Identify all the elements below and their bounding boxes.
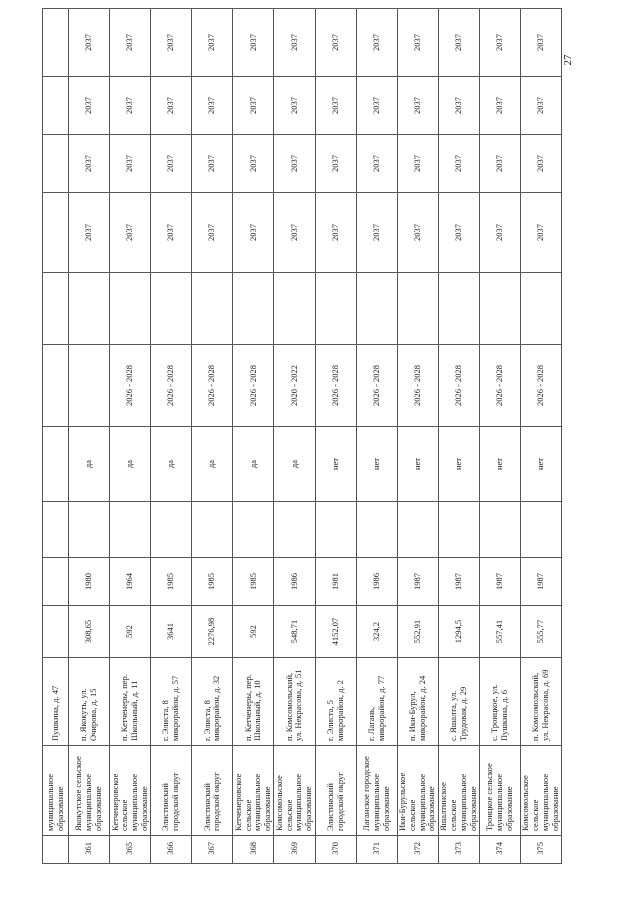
table-cell: 2037 <box>110 77 151 135</box>
table-cell: 2026 - 2028 <box>315 345 356 427</box>
table-cell <box>397 502 438 558</box>
table-cell: 2037 <box>233 77 274 135</box>
table-cell <box>274 502 315 558</box>
table-cell: Комсомольское сельское муниципальное образование <box>274 746 315 836</box>
table-cell: 2037 <box>110 135 151 193</box>
table-cell: 2037 <box>110 9 151 77</box>
table-cell: 2037 <box>479 77 520 135</box>
table-cell: 2037 <box>438 135 479 193</box>
table-cell: муниципальное образование <box>43 746 69 836</box>
table-cell: 2037 <box>151 193 192 273</box>
table-cell: 2020 - 2022 <box>274 345 315 427</box>
table-cell: 2037 <box>520 135 561 193</box>
table-cell: да <box>69 427 110 502</box>
table-cell: г. Элиста, 8 микрорайон, д. 32 <box>192 658 233 746</box>
table-cell <box>43 9 69 77</box>
table-cell: 2037 <box>520 9 561 77</box>
table-cell: г. Элиста, 5 микрорайон, д. 2 <box>315 658 356 746</box>
table-cell: 1985 <box>192 558 233 606</box>
table-cell: 2037 <box>69 193 110 273</box>
table-cell: нет <box>356 427 397 502</box>
table-row-partial <box>43 9 69 864</box>
table-cell <box>43 193 69 273</box>
table-cell: 2026 - 2028 <box>110 345 151 427</box>
housing-table <box>42 8 562 864</box>
table-cell: 366 <box>151 836 192 864</box>
table-cell: да <box>233 427 274 502</box>
table-cell: 2037 <box>192 193 233 273</box>
table-cell: 2037 <box>274 135 315 193</box>
table-cell: 2037 <box>151 9 192 77</box>
table-cell: 2037 <box>192 77 233 135</box>
table-cell: 2037 <box>233 193 274 273</box>
table-cell <box>43 427 69 502</box>
table-cell: Элистинский городской округ <box>151 746 192 836</box>
table-cell: 2026 - 2028 <box>397 345 438 427</box>
table-cell: 1985 <box>233 558 274 606</box>
table-cell: 2276,98 <box>192 606 233 658</box>
table-cell: 2026 - 2028 <box>151 345 192 427</box>
table-cell: 2037 <box>397 135 438 193</box>
table-cell: 374 <box>479 836 520 864</box>
table-cell: 2037 <box>315 77 356 135</box>
table-cell: 1964 <box>110 558 151 606</box>
table-cell: 2037 <box>356 77 397 135</box>
table-cell: п. Комсомольский, ул. Некрасова, д. 69 <box>520 658 561 746</box>
table-cell <box>479 273 520 345</box>
table-cell: 2037 <box>315 9 356 77</box>
table-cell: 2037 <box>69 9 110 77</box>
table-cell <box>151 502 192 558</box>
table-cell: 2037 <box>233 9 274 77</box>
table-cell <box>43 606 69 658</box>
table-cell: 2037 <box>356 135 397 193</box>
table-cell: 552,91 <box>397 606 438 658</box>
table-cell: г. Лагань, микрорайон, д. 77 <box>356 658 397 746</box>
table-cell: Яшалтинское сельское муниципальное образование <box>438 746 479 836</box>
table-cell <box>520 502 561 558</box>
table-cell: 2037 <box>520 193 561 273</box>
table-cell: 2037 <box>438 193 479 273</box>
table-cell: 1986 <box>356 558 397 606</box>
table-cell: 2037 <box>315 193 356 273</box>
table-cell <box>192 502 233 558</box>
table-row <box>69 9 110 864</box>
table-cell <box>520 273 561 345</box>
table-cell <box>315 273 356 345</box>
table-cell: да <box>110 427 151 502</box>
table-cell: Пушкина, д. 47 <box>43 658 69 746</box>
table-cell: 2037 <box>192 9 233 77</box>
table-cell: Якокутское сельское муниципальное образование <box>69 746 110 836</box>
table-cell: 2037 <box>151 77 192 135</box>
table-cell: 555,77 <box>520 606 561 658</box>
table-row <box>274 9 315 864</box>
table-cell: 2026 - 2028 <box>233 345 274 427</box>
table-cell: г. Элиста, 8 микрорайон, д. 57 <box>151 658 192 746</box>
table-cell: нет <box>520 427 561 502</box>
table-cell: 2026 - 2028 <box>438 345 479 427</box>
table-body <box>43 9 562 864</box>
table-cell <box>43 77 69 135</box>
table-row <box>520 9 561 864</box>
page-number: 27 <box>562 54 574 66</box>
table-cell: 2037 <box>110 193 151 273</box>
table-cell <box>43 135 69 193</box>
table-cell: 361 <box>69 836 110 864</box>
table-cell: 2037 <box>192 135 233 193</box>
table-cell: 2037 <box>397 9 438 77</box>
table-cell: Кетченеровское сельское муниципальное образование <box>233 746 274 836</box>
table-cell: нет <box>479 427 520 502</box>
table-cell: 2026 - 2028 <box>356 345 397 427</box>
table-row <box>151 9 192 864</box>
table-cell: 1987 <box>438 558 479 606</box>
table-cell: с. Троицкое, ул. Пушкина, д. 6 <box>479 658 520 746</box>
table-cell: п. Ики-Бурул, микрорайон, д. 24 <box>397 658 438 746</box>
table-cell <box>69 273 110 345</box>
table-cell: 372 <box>397 836 438 864</box>
table-cell: 592 <box>110 606 151 658</box>
table-cell <box>192 273 233 345</box>
table-cell: 368 <box>233 836 274 864</box>
table-cell <box>356 273 397 345</box>
table-cell: 2037 <box>356 193 397 273</box>
table-cell: 557,41 <box>479 606 520 658</box>
table-cell: 2037 <box>397 77 438 135</box>
table-cell: нет <box>397 427 438 502</box>
table-cell <box>43 345 69 427</box>
table-cell: Элистинский городской округ <box>315 746 356 836</box>
table-cell: п. Комсомольский, ул. Некрасова, д. 51 <box>274 658 315 746</box>
table-cell <box>69 345 110 427</box>
table-cell: 548,71 <box>274 606 315 658</box>
table-cell: 371 <box>356 836 397 864</box>
table-cell: 367 <box>192 836 233 864</box>
table-cell <box>233 273 274 345</box>
table-cell: 1294,5 <box>438 606 479 658</box>
table-cell: 2037 <box>274 193 315 273</box>
table-cell: Комсомольское сельское муниципальное образование <box>520 746 561 836</box>
table-cell: Лаганское городское муниципальное образование <box>356 746 397 836</box>
table-cell: 373 <box>438 836 479 864</box>
table-cell: 592 <box>233 606 274 658</box>
table-cell: 2037 <box>315 135 356 193</box>
table-row <box>315 9 356 864</box>
table-cell <box>233 502 274 558</box>
table-cell: 369 <box>274 836 315 864</box>
table-cell <box>69 502 110 558</box>
table-cell: 375 <box>520 836 561 864</box>
table-cell <box>110 273 151 345</box>
table-cell: Ики-Бурульское сельское муниципальное образование <box>397 746 438 836</box>
table-cell: 1981 <box>315 558 356 606</box>
table-cell: 2037 <box>520 77 561 135</box>
table-cell: 4152,07 <box>315 606 356 658</box>
table-cell: 324,2 <box>356 606 397 658</box>
table-cell <box>438 273 479 345</box>
table-cell: 1980 <box>69 558 110 606</box>
table-cell: 2037 <box>233 135 274 193</box>
table-cell <box>43 502 69 558</box>
table-cell: Элистинский городской округ <box>192 746 233 836</box>
table-cell <box>479 502 520 558</box>
table-row <box>356 9 397 864</box>
table-row <box>192 9 233 864</box>
table-row <box>438 9 479 864</box>
table-cell: 2037 <box>479 9 520 77</box>
table-row <box>479 9 520 864</box>
table-cell: 2037 <box>69 135 110 193</box>
table-row <box>397 9 438 864</box>
table-cell: 1987 <box>397 558 438 606</box>
table-cell: 2037 <box>397 193 438 273</box>
table-cell: 2037 <box>356 9 397 77</box>
table-cell: 1985 <box>151 558 192 606</box>
table-cell: 1986 <box>274 558 315 606</box>
table-cell: 2037 <box>69 77 110 135</box>
table-cell: Троицкое сельское муниципальное образование <box>479 746 520 836</box>
table-cell <box>151 273 192 345</box>
table-cell: 2026 - 2028 <box>520 345 561 427</box>
table-cell <box>315 502 356 558</box>
table-cell: нет <box>315 427 356 502</box>
table-cell: 308,65 <box>69 606 110 658</box>
table-cell <box>397 273 438 345</box>
table-cell: 2037 <box>151 135 192 193</box>
rotated-table-wrapper <box>42 9 562 864</box>
table-cell: 2037 <box>479 135 520 193</box>
table-cell: 365 <box>110 836 151 864</box>
table-cell: 2037 <box>438 77 479 135</box>
table-cell: нет <box>438 427 479 502</box>
table-cell <box>438 502 479 558</box>
table-cell: п. Кетченеры, пер. Школьный, д. 10 <box>233 658 274 746</box>
table-cell: 2037 <box>438 9 479 77</box>
table-cell: 1987 <box>479 558 520 606</box>
table-cell: да <box>274 427 315 502</box>
table-cell: 2037 <box>274 9 315 77</box>
table-cell: п. Якокуть, ул. Очирова, д. 15 <box>69 658 110 746</box>
table-cell <box>356 502 397 558</box>
table-row <box>110 9 151 864</box>
table-cell: 2037 <box>479 193 520 273</box>
table-row <box>233 9 274 864</box>
table-cell: с. Яшалта, ул. Трудовая, д. 29 <box>438 658 479 746</box>
table-cell: п. Кетченеры, пер. Школьный, д. 11 <box>110 658 151 746</box>
table-cell: да <box>151 427 192 502</box>
table-cell <box>43 273 69 345</box>
table-cell: 370 <box>315 836 356 864</box>
table-cell <box>274 273 315 345</box>
table-cell: 2026 - 2028 <box>192 345 233 427</box>
table-cell: 3641 <box>151 606 192 658</box>
table-cell: да <box>192 427 233 502</box>
table-cell <box>110 502 151 558</box>
table-cell <box>43 558 69 606</box>
table-cell: Кетченеровское сельское муниципальное образование <box>110 746 151 836</box>
table-cell: 2037 <box>274 77 315 135</box>
table-cell <box>43 836 69 864</box>
table-cell: 1987 <box>520 558 561 606</box>
table-cell: 2026 - 2028 <box>479 345 520 427</box>
